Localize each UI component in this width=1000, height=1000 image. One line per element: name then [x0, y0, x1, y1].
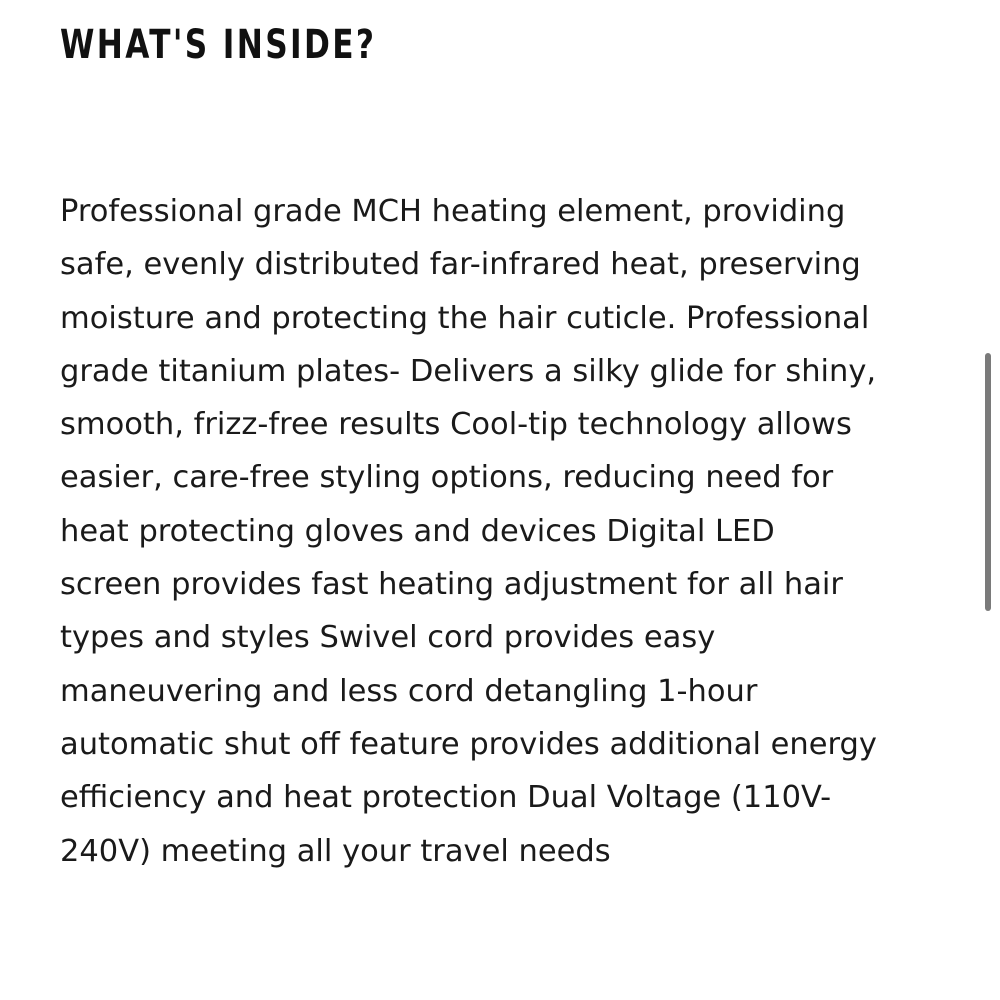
- section-heading: WHAT'S INSIDE?: [60, 22, 377, 68]
- description-line: Professional grade MCH heating element, providing: [60, 194, 846, 229]
- description-line: easier, care-free styling options, reducing need for: [60, 460, 834, 496]
- description-line: heat protecting gloves and devices Digital LED: [60, 513, 775, 549]
- description-line: 240V) meeting all your travel needs: [60, 833, 611, 869]
- description-line: automatic shut off feature provides additional energy: [60, 726, 877, 762]
- product-description: [60, 185, 955, 878]
- scrollbar-thumb[interactable]: [985, 353, 991, 611]
- description-line: safe, evenly distributed far-infrared heat, preserving: [60, 247, 861, 283]
- description-line: smooth, frizz-free results Cool-tip technology allows: [60, 407, 852, 443]
- description-line: efficiency and heat protection Dual Voltage (110V-: [60, 780, 832, 816]
- description-line: maneuvering and less cord detangling 1-hour: [60, 673, 758, 709]
- description-line: types and styles Swivel cord provides easy: [60, 620, 716, 656]
- description-line: moisture and protecting the hair cuticle. Professional: [60, 300, 870, 336]
- description-line: screen provides fast heating adjustment for all hair: [60, 567, 843, 603]
- description-line: grade titanium plates- Delivers a silky glide for shiny,: [60, 353, 877, 389]
